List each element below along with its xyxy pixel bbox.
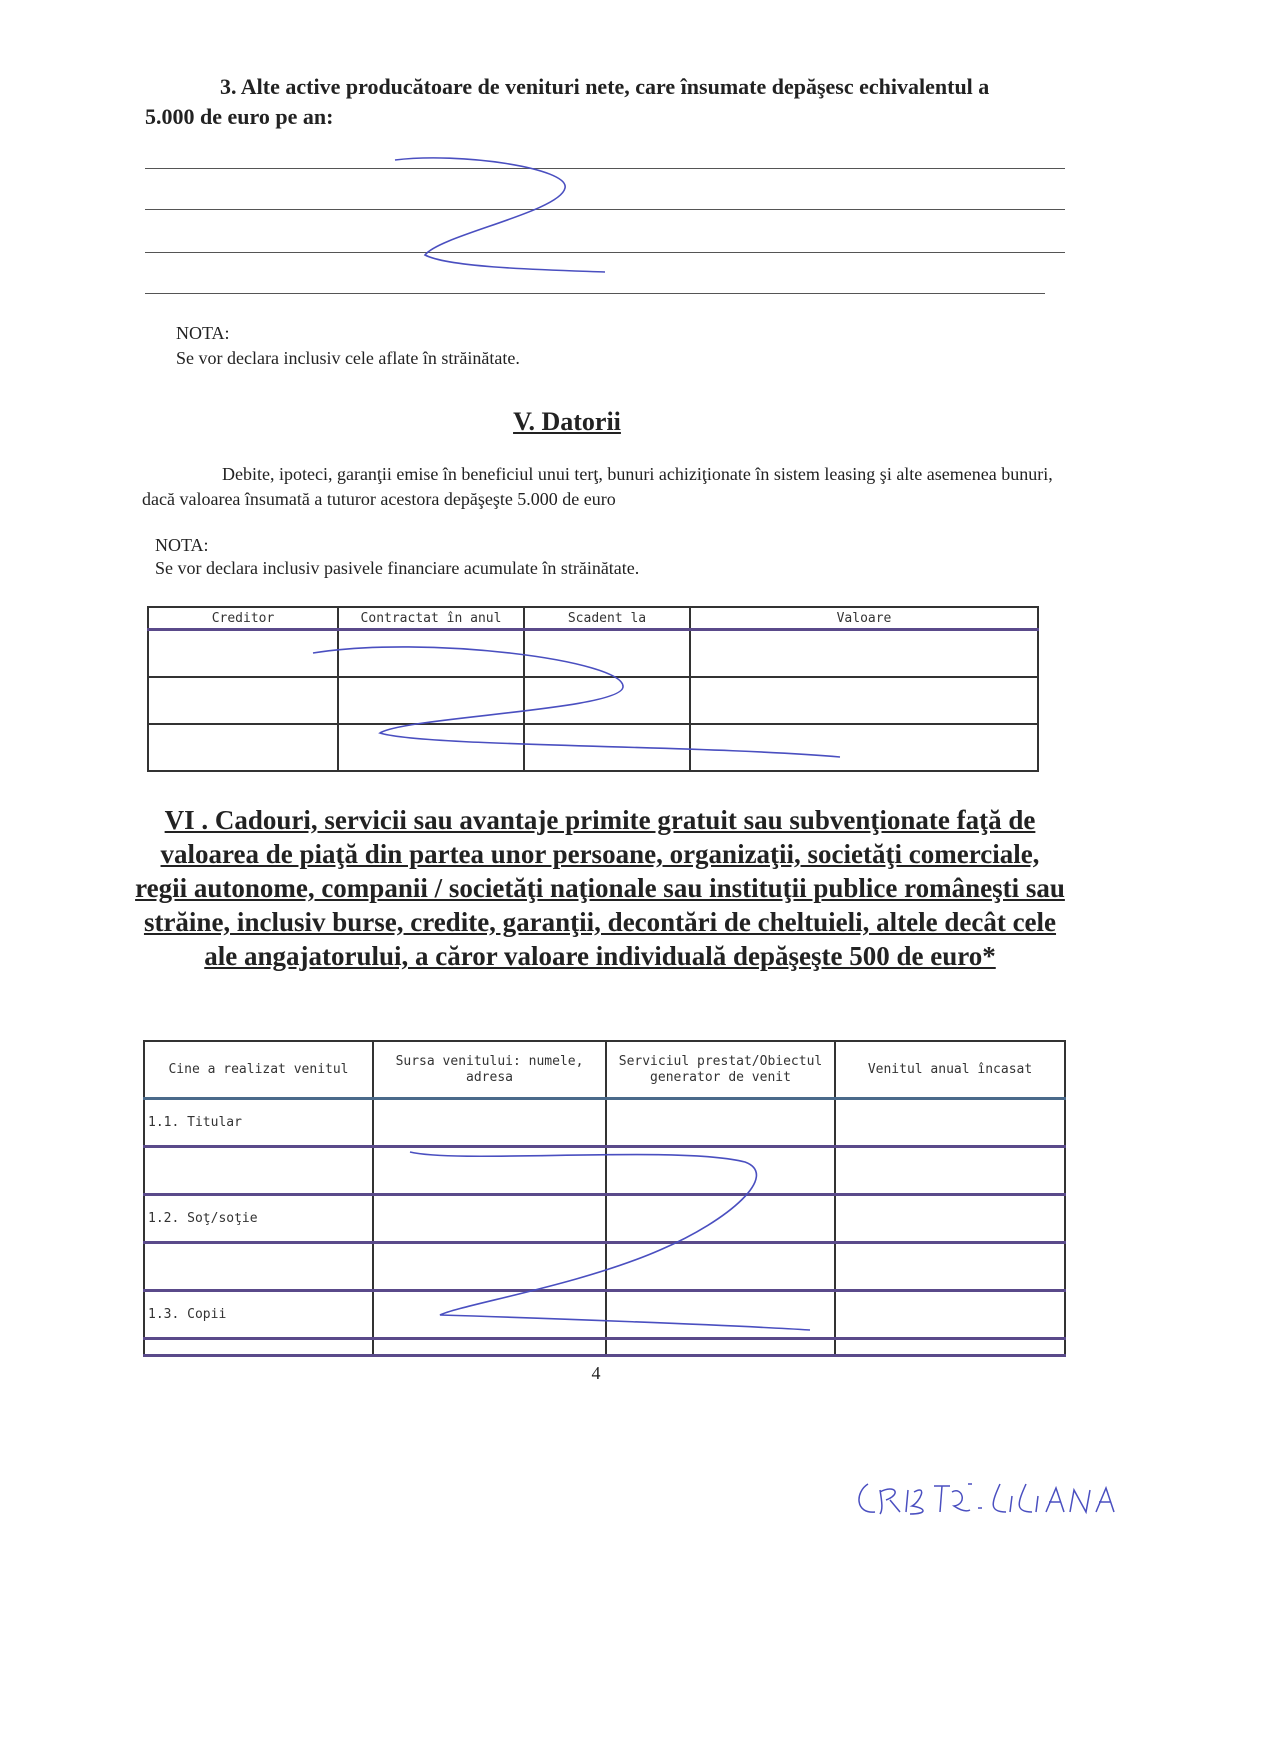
table-cell <box>835 1291 1065 1339</box>
column-header-due-date: Scadent la <box>524 607 690 630</box>
table-cell <box>373 1291 606 1339</box>
table-cell <box>606 1339 835 1356</box>
table-cell <box>373 1339 606 1356</box>
z-strike-mark <box>380 150 620 280</box>
table-row <box>148 677 1038 724</box>
table-cell <box>524 630 690 678</box>
table-row <box>144 1339 1065 1356</box>
table-cell <box>835 1099 1065 1147</box>
page-number: 4 <box>591 1363 601 1383</box>
blank-line <box>145 209 1065 210</box>
section5-title <box>0 407 1134 437</box>
section5-intro: Debite, ipoteci, garanţii emise în beneficiul unui terţ, bunuri achiziţionate în sistem leasing şi alte asemenea bunuri, dacă valoarea însumată a tuturor acestora depăşeşte 5.000 de euro <box>142 464 1053 509</box>
table-cell <box>835 1195 1065 1243</box>
row-label-spouse: 1.2. Soţ/soţie <box>144 1195 373 1243</box>
table-cell <box>835 1339 1065 1356</box>
table-cell <box>835 1147 1065 1195</box>
table-row <box>144 1099 1065 1147</box>
table-cell <box>144 1243 373 1291</box>
table-row <box>144 1147 1065 1195</box>
section6-title: VI . Cadouri, servicii sau avantaje primite gratuit sau subvenţionate faţă de valoarea de piaţă din partea unor persoane, organizaţii, societăţi comerciale, regii autonome, companii / societăţi naţionale sau instituţii publice româneşti sau străine, inclusiv burse, credite, garanţii, decontări de cheltuieli, altele decât cele ale angajatorului, a căror valoare individuală depăşeşte 500 de euro* <box>135 805 1065 971</box>
table-cell <box>144 1147 373 1195</box>
table-cell <box>373 1243 606 1291</box>
table-cell <box>144 1339 373 1356</box>
blank-line <box>145 252 1065 253</box>
table-cell <box>373 1099 606 1147</box>
section5-title-text: V. Datorii <box>513 407 621 436</box>
table-cell <box>690 724 1038 771</box>
column-header-beneficiary: Cine a realizat venitul <box>144 1041 373 1099</box>
debts-table <box>147 606 1039 772</box>
table-row <box>148 630 1038 678</box>
column-header-creditor: Creditor <box>148 607 338 630</box>
section3-heading: 3. Alte active producătoare de venituri nete, care însumate depăşesc echivalentul a 5.000 de euro pe an: <box>145 74 990 129</box>
table-row <box>144 1291 1065 1339</box>
blank-line <box>145 293 1045 294</box>
table-cell <box>338 724 524 771</box>
table-cell <box>373 1195 606 1243</box>
nota-text: Se vor declara inclusiv cele aflate în străinătate. <box>176 348 520 368</box>
column-header-income-source: Sursa venitului: numele, adresa <box>373 1041 606 1099</box>
table-cell <box>148 630 338 678</box>
gifts-table <box>143 1040 1066 1357</box>
table-cell <box>524 724 690 771</box>
column-header-service: Serviciul prestat/Obiectul generator de venit <box>606 1041 835 1099</box>
nota-label: NOTA: <box>155 535 209 555</box>
table-cell <box>606 1099 835 1147</box>
column-header-annual-income: Venitul anual încasat <box>835 1041 1065 1099</box>
table-cell <box>338 677 524 724</box>
table-row <box>148 724 1038 771</box>
table-header-row <box>148 607 1038 630</box>
table-cell <box>690 677 1038 724</box>
nota-label: NOTA: <box>176 323 230 343</box>
row-label-titular: 1.1. Titular <box>144 1099 373 1147</box>
column-header-value: Valoare <box>690 607 1038 630</box>
column-header-contracted-year: Contractat în anul <box>338 607 524 630</box>
row-label-children: 1.3. Copii <box>144 1291 373 1339</box>
table-cell <box>373 1147 606 1195</box>
nota-text: Se vor declara inclusiv pasivele financiare acumulate în străinătate. <box>155 558 640 578</box>
table-cell <box>338 630 524 678</box>
table-cell <box>835 1243 1065 1291</box>
table-cell <box>148 677 338 724</box>
table-cell <box>606 1147 835 1195</box>
table-cell <box>148 724 338 771</box>
handwritten-signature <box>850 1462 1120 1522</box>
table-cell <box>524 677 690 724</box>
table-cell <box>606 1195 835 1243</box>
table-header-row <box>144 1041 1065 1099</box>
table-cell <box>606 1243 835 1291</box>
table-cell <box>690 630 1038 678</box>
table-cell <box>606 1291 835 1339</box>
table-row <box>144 1243 1065 1291</box>
blank-line <box>145 168 1065 169</box>
table-row <box>144 1195 1065 1243</box>
